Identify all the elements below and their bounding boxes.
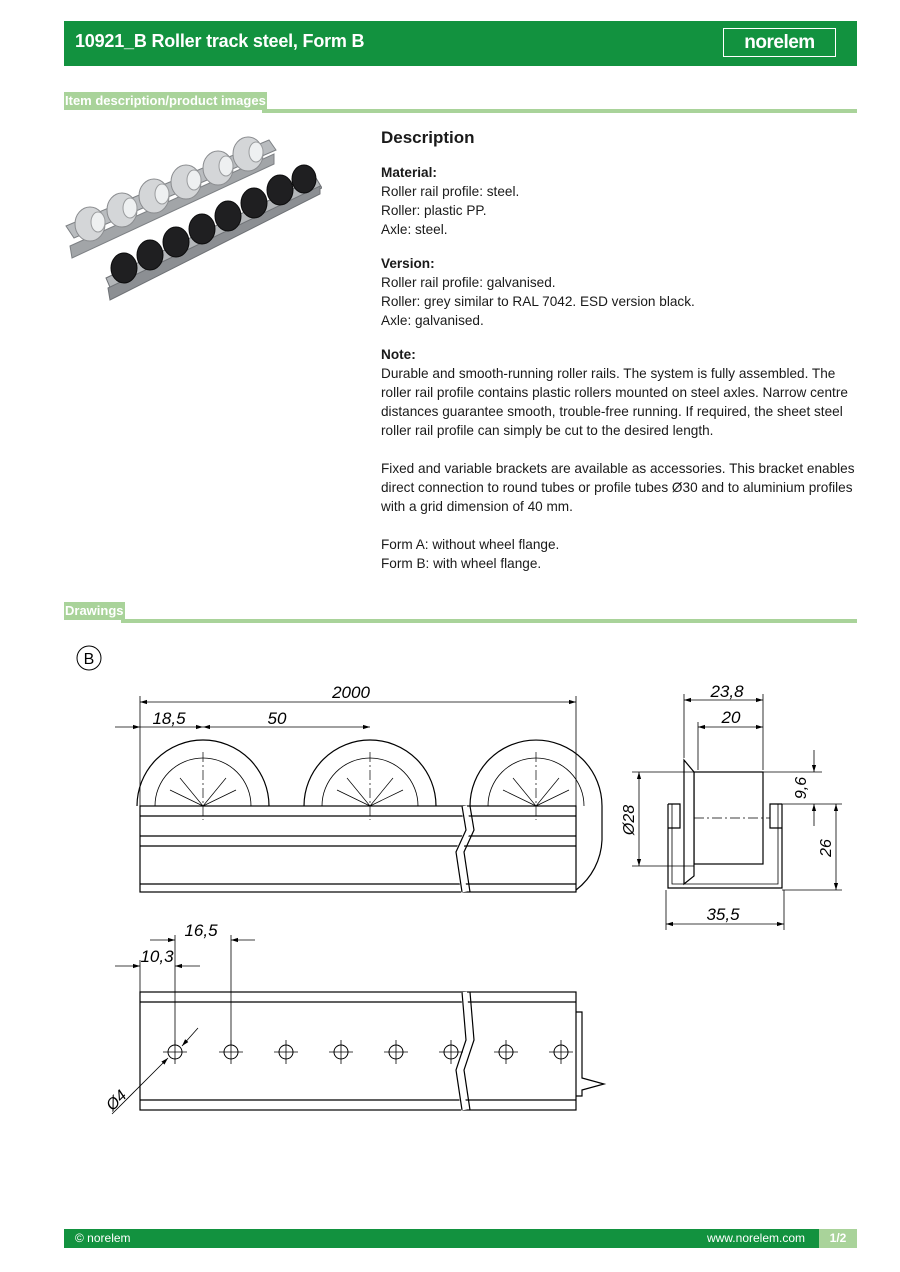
form-label: B [83,651,95,668]
footer-url-link[interactable]: www.norelem.com [706,1231,805,1245]
dim-base-width: 35,5 [706,905,740,924]
note-paragraph: Fixed and variable brackets are available as accessories. This bracket enables direct connection to round tubes or profile tubes Ø30 and to aluminium profiles with a grid dimension of 40 mm. [381,461,855,514]
dim-width-top: 23,8 [710,682,744,701]
description-title: Description [381,128,475,147]
section-label-item-description: Item description/product images [65,93,266,108]
dim-diameter: Ø28 [621,804,638,836]
dim-length: 2000 [332,683,370,702]
dim-hole-offset: 10,3 [140,947,174,966]
dim-height: 26 [818,839,835,857]
side-view [137,740,602,892]
top-view [140,992,604,1110]
material-line: Roller rail profile: steel. [381,184,520,199]
material-line: Roller: plastic PP. [381,203,487,218]
note-title: Note: [381,347,416,362]
dim-hole-diameter: Ø4 [103,1087,131,1115]
cross-section [668,760,782,888]
dim-pitch: 50 [267,709,287,728]
dim-offset: 18,5 [152,709,186,728]
dim-width-inner: 20 [721,708,741,727]
version-title: Version: [381,256,435,271]
footer-copyright: © norelem [75,1231,131,1245]
dim-hole-pitch: 16,5 [184,921,218,940]
material-line: Axle: steel. [381,222,448,237]
material-title: Material: [381,165,437,180]
version-line: Roller: grey similar to RAL 7042. ESD version black. [381,294,695,309]
page-title: 10921_B Roller track steel, Form B [75,31,365,51]
version-line: Axle: galvanised. [381,313,484,328]
form-a-text: Form A: without wheel flange. [381,537,560,552]
section-label-drawings: Drawings [65,603,124,618]
form-b-text: Form B: with wheel flange. [381,556,542,571]
norelem-logo: norelem [723,28,836,57]
version-line: Roller rail profile: galvanised. [381,275,556,290]
dim-height-small: 9,6 [793,776,810,800]
page-number: 1/2 [819,1229,857,1248]
page-footer [64,1229,857,1248]
note-paragraph: Durable and smooth-running roller rails. The system is fully assembled. The roller rail profile contains plastic rollers mounted on steel axles. Narrow centre distances guarantee smooth, trouble-free running. If required, the sheet steel roller rail profile can simply be cut to the desired length. [381,366,848,438]
